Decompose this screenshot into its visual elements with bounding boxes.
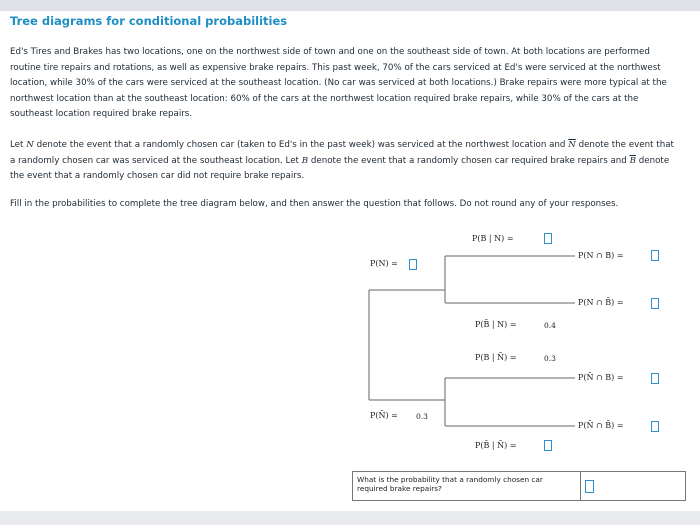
label-p-bbar-given-n: P(B̄ | N) = [475, 320, 517, 329]
input-p-nbar-and-bbar[interactable] [651, 421, 659, 432]
label-p-bbar-given-nbar: P(B̄ | N̄) = [475, 441, 517, 450]
event-b-bar: $\overline{B}$ [629, 155, 636, 166]
label-p-nbar-and-bbar: P(N̄ ∩ B̄) = [578, 421, 624, 430]
value-p-n-bar: 0.3 [416, 412, 428, 421]
answer-input[interactable] [585, 480, 594, 493]
input-p-nbar-and-b[interactable] [651, 373, 659, 384]
input-p-n[interactable] [409, 259, 417, 270]
label-p-n-bar: P(N̄) = [370, 411, 398, 420]
instructions: Fill in the probabilities to complete the tree diagram below, and then answer the question that follows. Do not round any of your responses. [10, 199, 619, 209]
input-p-n-and-bbar[interactable] [651, 298, 659, 309]
label-p-n: P(N) = [370, 259, 398, 268]
label-p-nbar-and-b: P(N̄ ∩ B) = [578, 373, 624, 382]
question-divider [580, 472, 581, 500]
event-b: B [301, 155, 309, 166]
event-n: N [26, 140, 34, 150]
event-n-bar: $\overline{N}$ [568, 140, 576, 150]
value-p-b-given-nbar: 0.3 [544, 354, 556, 363]
label-p-n-and-bbar: P(N ∩ B̄) = [578, 298, 624, 307]
label-p-b-given-nbar: P(B | N̄) = [475, 353, 517, 362]
page-title: Tree diagrams for conditional probabilities [10, 14, 288, 28]
value-p-bbar-given-n: 0.4 [544, 321, 556, 330]
event-definitions: Let N denote the event that a randomly chosen car (taken to Ed's in the past week) was serviced at the northwest location and $\overline{N}$ denote the event that a randomly chosen car was serviced at the southeast location. Let B denote the event that a randomly chosen car required brake repairs and $\overline{B}$ denote the event that a randomly chosen car did not require brake repairs. [10, 140, 674, 181]
input-p-n-and-b[interactable] [651, 250, 659, 261]
problem-statement: Ed's Tires and Brakes has two locations, one on the northwest side of town and one on the southeast side of town. At both locations are performed routine tire repairs and rotations, as well as expensive brake repairs. This past week, 70% of the cars serviced at Ed's were serviced at the northwest location, while 30% of the cars were serviced at the southeast location. (No car was serviced at both locations.) Brake repairs were more typical at the northwest location than at the southeast location: 60% of the cars at the northwest location required brake repairs, while 30% of the cars at the southeast location required brake repairs. [10, 47, 667, 119]
label-p-b-given-n: P(B | N) = [472, 234, 514, 243]
question-text: What is the probability that a randomly chosen car required brake repairs? [357, 475, 543, 493]
question-box [352, 471, 686, 501]
input-p-b-given-n[interactable] [544, 233, 552, 244]
input-p-bbar-given-nbar[interactable] [544, 440, 552, 451]
label-p-n-and-b: P(N ∩ B) = [578, 251, 624, 260]
